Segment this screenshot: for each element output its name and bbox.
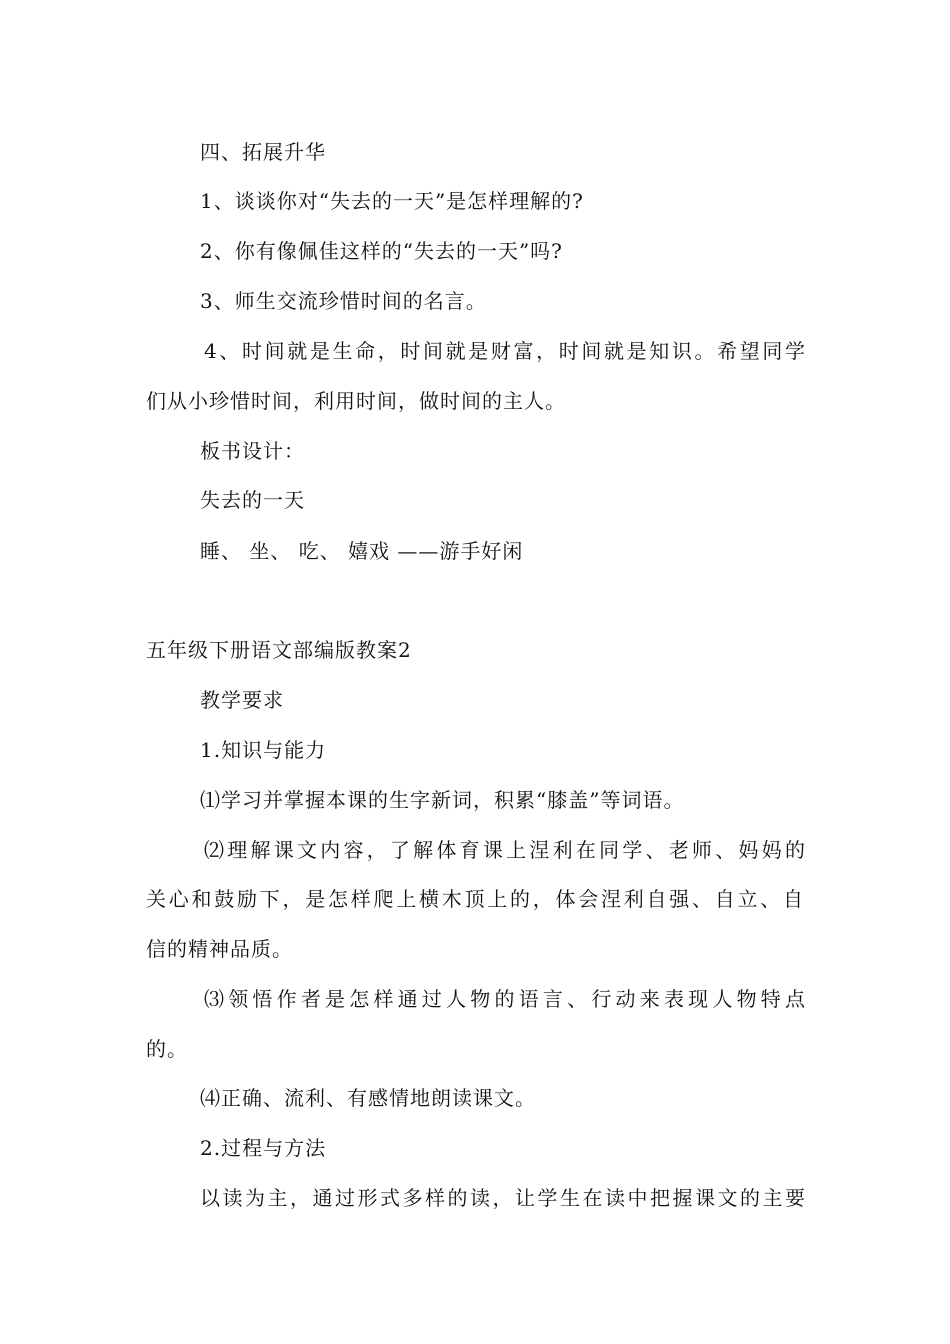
list-item: 3、师生交流珍惜时间的名言。: [200, 289, 487, 313]
paragraph-line: 关心和鼓励下，是怎样爬上横木顶上的，体会涅利自强、自立、自: [146, 887, 804, 911]
list-item: ⑴学习并掌握本课的生字新词，积累“膝盖”等词语。: [200, 788, 685, 812]
paragraph-line: 们从小珍惜时间，利用时间，做时间的主人。: [146, 389, 566, 413]
paragraph-line: ⑵理解课文内容，了解体育课上涅利在同学、老师、妈妈的: [204, 838, 806, 862]
section-heading-requirements: 教学要求: [200, 688, 284, 712]
paragraph-line: 的。: [146, 1037, 188, 1061]
list-item: 1、谈谈你对“失去的一天”是怎样理解的?: [200, 189, 584, 213]
board-title: 失去的一天: [200, 488, 305, 512]
paragraph-line: 信的精神品质。: [146, 937, 293, 961]
section-heading-expand: 四、拓展升华: [200, 140, 326, 164]
board-content: 睡、 坐、 吃、 嬉戏 ——游手好闲: [200, 539, 524, 563]
board-design-label: 板书设计：: [200, 439, 305, 463]
subheading-knowledge: 1.知识与能力: [200, 738, 327, 762]
list-item: ⑷正确、流利、有感情地朗读课文。: [200, 1086, 536, 1110]
list-item: 2、你有像佩佳这样的“失去的一天”吗?: [200, 239, 563, 263]
document-title: 五年级下册语文部编版教案2: [146, 638, 412, 662]
paragraph-line: ⑶领悟作者是怎样通过人物的语言、行动来表现人物特点: [204, 987, 806, 1011]
paragraph-line: 4、时间就是生命，时间就是财富，时间就是知识。希望同学: [204, 339, 806, 363]
subheading-process: 2.过程与方法: [200, 1136, 327, 1160]
paragraph-line: 以读为主，通过形式多样的读，让学生在读中把握课文的主要: [200, 1186, 806, 1210]
